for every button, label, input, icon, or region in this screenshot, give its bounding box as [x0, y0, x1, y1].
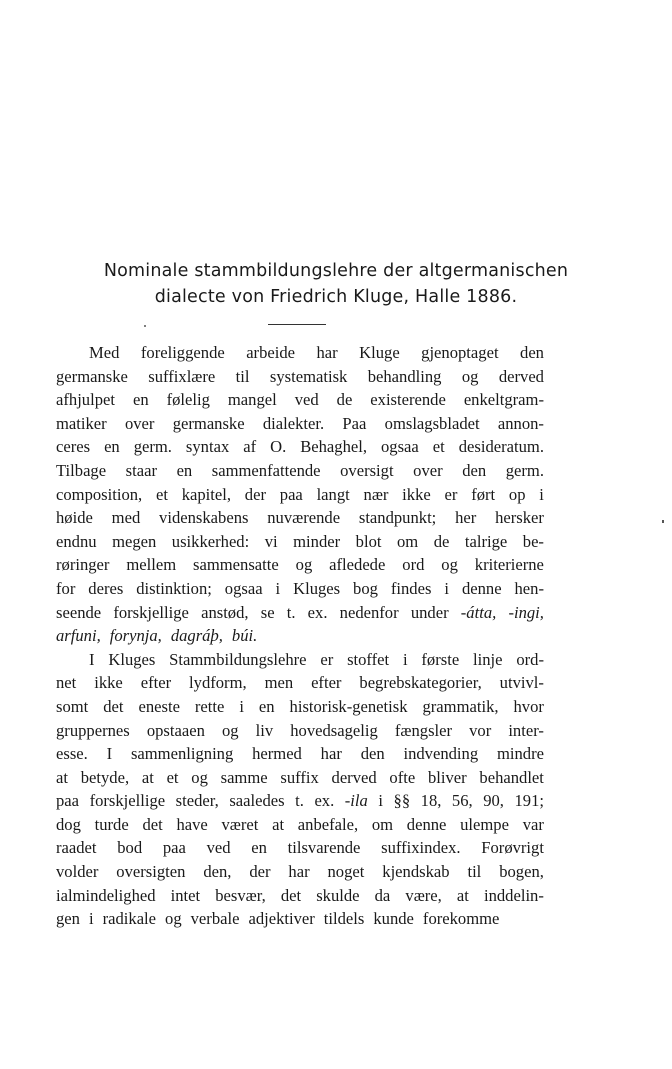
word: §§ [393, 791, 411, 811]
word: bliver [427, 767, 467, 787]
word: i [444, 578, 449, 598]
word: og [191, 767, 208, 787]
word: historisk-genetisk [289, 696, 408, 716]
text-line [56, 648, 544, 672]
word: 191; [514, 791, 544, 811]
word: og [295, 555, 313, 575]
word: anstød, [201, 602, 249, 622]
word: om [371, 814, 394, 834]
word: hvor [513, 696, 544, 716]
text-line [56, 742, 544, 766]
body-text [56, 341, 544, 931]
word: oversigt [340, 460, 394, 480]
word: kriterierne [474, 555, 544, 575]
word: høide [56, 508, 93, 528]
word: dagráþ, [170, 626, 223, 646]
word: Med [89, 343, 120, 362]
word: germanske [172, 413, 245, 433]
word: at [56, 767, 68, 787]
word: mangel [227, 390, 277, 410]
word: bod [117, 838, 143, 858]
text-line [56, 341, 544, 365]
word: det [103, 696, 124, 716]
word: og [165, 909, 182, 929]
word: videnskabens [159, 508, 249, 528]
word: paa [56, 791, 80, 811]
word: indvending [403, 744, 479, 764]
word: O. [270, 437, 287, 457]
word: ført [471, 484, 496, 504]
word: nedenfor [339, 602, 399, 622]
word: Tilbage [56, 460, 107, 480]
text-line [56, 695, 544, 719]
word: afhjulpet [56, 390, 115, 410]
word: arbeide [246, 343, 296, 362]
word: et [155, 484, 168, 504]
word: turde [94, 814, 129, 834]
word: ex. [307, 602, 328, 622]
word: suffixindex. [381, 838, 461, 858]
word: mindre [496, 744, 544, 764]
word: fængsler [394, 720, 453, 740]
text-line [56, 506, 544, 530]
word: under [410, 602, 449, 622]
text-line [56, 553, 544, 577]
word: germanske [56, 366, 128, 386]
heading-line-1: Nominale stammbildungslehre der altgermanischen [103, 261, 569, 281]
word: ikke [402, 484, 431, 504]
word: hersker [495, 508, 544, 528]
word: men [264, 673, 294, 693]
word: germ. [505, 460, 544, 480]
word: bogen, [499, 862, 544, 882]
word: en [176, 460, 193, 480]
word: et [166, 767, 179, 787]
word: forekomme [422, 909, 500, 929]
word: i [378, 791, 383, 811]
word: ord- [516, 649, 544, 669]
word: afledede [329, 555, 386, 575]
word: staar [125, 460, 157, 480]
word: -ingi, [508, 602, 544, 622]
word: denne [461, 578, 502, 598]
word: nær [363, 484, 389, 504]
word: suffixlære [148, 366, 216, 386]
word: be- [522, 531, 544, 551]
word: talrige [464, 531, 508, 551]
word: Behaghel, [300, 437, 368, 457]
word: annon- [497, 413, 544, 433]
word: derved [331, 767, 377, 787]
word: blot [355, 531, 382, 551]
word: at [141, 767, 154, 787]
word: ved [294, 390, 319, 410]
word: at [272, 814, 285, 834]
word: Forøvrigt [481, 838, 544, 858]
word: matiker [56, 413, 107, 433]
word: dog [56, 814, 81, 834]
print-speck-margin [662, 520, 664, 523]
word: mellem [126, 555, 177, 575]
word: med [111, 508, 141, 528]
word: den, [203, 862, 232, 882]
word: nuværende [267, 508, 341, 528]
word: behandlet [479, 767, 544, 787]
text-line [56, 530, 544, 554]
word: 56, [451, 791, 473, 811]
word: existerende [370, 390, 446, 410]
word: syntax [185, 437, 230, 457]
word: suffix [280, 767, 319, 787]
word: I [106, 744, 113, 764]
word: linje [473, 649, 503, 669]
word: op [508, 484, 526, 504]
word: deres [88, 578, 124, 598]
word: i [275, 578, 281, 598]
word: liv [255, 720, 274, 740]
word: til [467, 862, 482, 882]
word: composition, [56, 484, 143, 504]
text-line [56, 860, 544, 884]
word: bog [353, 578, 378, 598]
word: denne [406, 814, 447, 834]
text-line [56, 388, 544, 412]
word: være, [405, 885, 442, 905]
word: over [124, 413, 155, 433]
word: -ila [344, 791, 368, 811]
text-line [56, 884, 544, 908]
word: opstaaen [146, 720, 205, 740]
word: vi [264, 531, 278, 551]
word: t. [295, 791, 304, 811]
word: været [221, 814, 259, 834]
word: besvær, [215, 885, 266, 905]
word: esse. [56, 744, 88, 764]
word: og [461, 366, 479, 386]
word: en [104, 437, 120, 457]
word: kapitel, [181, 484, 232, 504]
word: kjendskab [382, 862, 450, 882]
text-line [56, 577, 544, 601]
word: gruppernes [56, 720, 130, 740]
word: forynja, [109, 626, 162, 646]
word: intet [170, 885, 201, 905]
word: følelig [166, 390, 210, 410]
word: Kluge [359, 343, 400, 362]
word: se [260, 602, 275, 622]
word: en [251, 838, 267, 858]
word: seende [56, 602, 102, 622]
word: de [336, 390, 353, 410]
word: ulempe [460, 814, 509, 834]
word: den [520, 343, 544, 362]
word: stoffet [347, 649, 390, 669]
word: har [288, 862, 310, 882]
word: systematisk [269, 366, 348, 386]
word: efter [311, 673, 342, 693]
word: utvivl- [499, 673, 544, 693]
word: den [462, 460, 487, 480]
word: ialmindelighed [56, 885, 156, 905]
word: ord [402, 555, 425, 575]
word: har [316, 343, 338, 362]
word: omslagsbladet [384, 413, 480, 433]
word: usikkerhed: [171, 531, 250, 551]
word: de [433, 531, 450, 551]
word: megen [112, 531, 157, 551]
word: der [249, 862, 271, 882]
word: tildels [323, 909, 365, 929]
word: 18, [420, 791, 442, 811]
text-line [56, 412, 544, 436]
word: i [239, 696, 244, 716]
word: sammensatte [193, 555, 279, 575]
text-line [56, 483, 544, 507]
word: raadet [56, 838, 97, 858]
text-line [56, 365, 544, 389]
word: derved [498, 366, 544, 386]
text-line [56, 601, 544, 625]
word: somt [56, 696, 89, 716]
word: net [56, 673, 77, 693]
word: -átta, [460, 602, 497, 622]
word: verbale [190, 909, 240, 929]
word: ved [206, 838, 231, 858]
word: det [280, 885, 302, 905]
word: der [244, 484, 266, 504]
text-line [56, 813, 544, 837]
word: hen- [514, 578, 544, 598]
word: inter- [508, 720, 544, 740]
word: til [235, 366, 250, 386]
word: var [522, 814, 544, 834]
text-line [56, 789, 544, 813]
word: volder [56, 862, 99, 882]
word: ogsaa [224, 578, 263, 598]
word: har [320, 744, 342, 764]
text-line [56, 624, 544, 648]
word: her [455, 508, 477, 528]
word: foreliggende [140, 343, 225, 362]
text-line [56, 459, 544, 483]
word: over [413, 460, 443, 480]
word: at [456, 885, 469, 905]
word: af [243, 437, 257, 457]
text-line [56, 719, 544, 743]
word: oversigten [116, 862, 186, 882]
word: findes [390, 578, 432, 598]
word: lydform, [189, 673, 247, 693]
word: hermed [252, 744, 302, 764]
word: vor [469, 720, 492, 740]
word: røringer [56, 555, 110, 575]
word: en [258, 696, 275, 716]
word: desideratum. [458, 437, 544, 457]
word: dialekter. [262, 413, 325, 433]
word: gen [56, 909, 80, 929]
word: germ. [133, 437, 172, 457]
word: ceres [56, 437, 91, 457]
word: sammenfattende [211, 460, 321, 480]
word: er [320, 649, 334, 669]
review-heading [40, 258, 632, 310]
word: tilsvarende [287, 838, 361, 858]
word: distinktion; [136, 578, 212, 598]
word: langt [316, 484, 350, 504]
word: 90, [483, 791, 504, 811]
word: den [360, 744, 385, 764]
word: behandling [367, 366, 442, 386]
word: og [441, 555, 458, 575]
word: et [432, 437, 445, 457]
text-line [56, 671, 544, 695]
word: gjenoptaget [421, 343, 499, 362]
word: standpunkt; [358, 508, 437, 528]
word: hovedsagelig [290, 720, 378, 740]
word: t. [286, 602, 296, 622]
word: paa [279, 484, 303, 504]
word: enkeltgram- [463, 390, 544, 410]
word: paa [162, 838, 186, 858]
word: i [402, 649, 408, 669]
text-line [56, 766, 544, 790]
word: endnu [56, 531, 97, 551]
word: sammenligning [130, 744, 234, 764]
word: arfuni, [56, 626, 101, 646]
word: Kluges [293, 578, 341, 598]
word: saaledes [229, 791, 285, 811]
word: da [374, 885, 391, 905]
word: for [56, 578, 76, 598]
word: i [88, 909, 94, 929]
word: minder [293, 531, 341, 551]
heading-line-2: dialecte von Friedrich Kluge, Halle 1886. [154, 287, 518, 307]
word: forskjellige [113, 602, 189, 622]
word: kunde [373, 909, 414, 929]
word: I [89, 649, 95, 669]
word: en [132, 390, 149, 410]
print-speck [144, 325, 146, 327]
text-line [56, 907, 544, 931]
word: eneste [138, 696, 180, 716]
word: noget [327, 862, 365, 882]
word: radikale [102, 909, 157, 929]
text-line [56, 435, 544, 459]
word: grammatik, [422, 696, 499, 716]
word: ogsaa [381, 437, 419, 457]
text-line [56, 836, 544, 860]
word: rette [194, 696, 225, 716]
word: inddelin- [483, 885, 544, 905]
word: ex. [314, 791, 335, 811]
word: om [396, 531, 419, 551]
word: Kluges [108, 649, 156, 669]
word: búi. [231, 626, 258, 646]
word: ikke [94, 673, 123, 693]
word: forskjellige [89, 791, 166, 811]
word: første [421, 649, 460, 669]
word: er [444, 484, 458, 504]
word: adjektiver [248, 909, 315, 929]
word: det [142, 814, 163, 834]
word: steder, [175, 791, 219, 811]
word: i [539, 484, 544, 504]
section-rule [268, 324, 326, 325]
word: anbefale, [297, 814, 359, 834]
word: skulde [316, 885, 360, 905]
word: og [221, 720, 239, 740]
word: begrebskategorier, [359, 673, 482, 693]
word: have [176, 814, 208, 834]
word: efter [140, 673, 172, 693]
word: Paa [342, 413, 367, 433]
word: ofte [389, 767, 416, 787]
word: betyde, [80, 767, 130, 787]
word: samme [220, 767, 268, 787]
word: Stammbildungslehre [169, 649, 307, 669]
